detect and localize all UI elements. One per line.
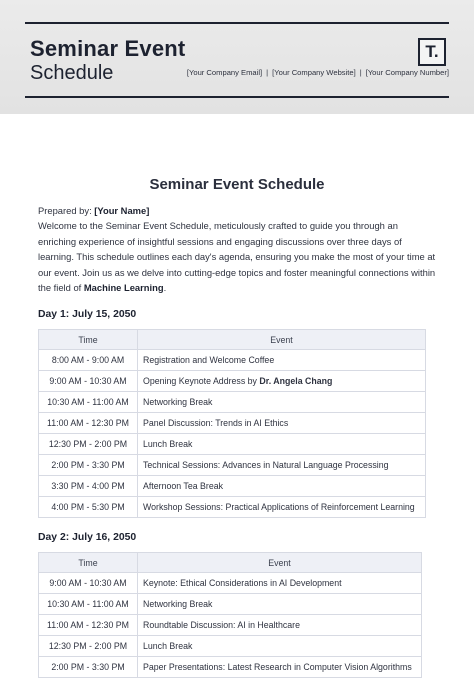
time-cell: 12:30 PM - 2:00 PM xyxy=(39,636,138,657)
header-title: Seminar Event xyxy=(30,36,186,61)
event-cell xyxy=(138,455,426,476)
prepared-by-line xyxy=(38,203,436,218)
event-text: Panel Discussion: Trends in AI Ethics xyxy=(143,418,289,429)
table-row xyxy=(39,594,422,615)
table-row xyxy=(39,657,422,678)
time-cell: 8:00 AM - 9:00 AM xyxy=(39,350,138,371)
table-row xyxy=(39,350,426,371)
table-row xyxy=(39,434,426,455)
day-1-heading: Day 1: July 15, 2050 xyxy=(38,309,137,321)
time-column-header: Time xyxy=(39,553,138,573)
header-top-rule xyxy=(25,22,449,24)
table-header-row xyxy=(39,330,426,350)
event-cell xyxy=(138,371,426,392)
event-cell xyxy=(138,594,422,615)
event-text: Keynote: Ethical Considerations in AI Development xyxy=(143,578,342,589)
time-cell: 9:00 AM - 10:30 AM xyxy=(39,573,138,594)
event-cell xyxy=(138,497,426,518)
header-subtitle: Schedule xyxy=(30,62,114,84)
table-row xyxy=(39,497,426,518)
event-text: Lunch Break xyxy=(143,641,193,652)
time-cell: 11:00 AM - 12:30 PM xyxy=(39,615,138,636)
table-row xyxy=(39,392,426,413)
event-cell xyxy=(138,413,426,434)
day-1-table-body xyxy=(39,350,426,518)
event-cell xyxy=(138,657,422,678)
intro-end: . xyxy=(163,282,167,294)
day-1-schedule-table xyxy=(38,329,426,518)
event-cell xyxy=(138,573,422,594)
intro-text: Welcome to the Seminar Event Schedule, meticulously crafted to guide you through an enriching experience of insightful sessions and engaging discussions over three days of learning. This schedule outlines each day's agenda, ensuring you make the most of your time at our event. Join us as we delve into cutting-edge topics and foster meaningful connections within the field of xyxy=(38,220,436,294)
table-row xyxy=(39,636,422,657)
table-row xyxy=(39,573,422,594)
time-cell: 3:30 PM - 4:00 PM xyxy=(39,476,138,497)
company-email: [Your Company Email] xyxy=(186,68,263,77)
company-contact-line xyxy=(187,68,449,77)
event-text: Networking Break xyxy=(143,397,213,408)
event-text: Lunch Break xyxy=(143,439,193,450)
event-cell xyxy=(138,350,426,371)
event-cell xyxy=(138,636,422,657)
prepared-by-label: Prepared by: xyxy=(38,205,92,216)
event-cell xyxy=(138,392,426,413)
document-body xyxy=(38,176,436,678)
event-text: Paper Presentations: Latest Research in Computer Vision Algorithms xyxy=(143,662,412,673)
event-text: Technical Sessions: Advances in Natural Language Processing xyxy=(143,460,389,471)
table-header-row xyxy=(39,553,422,573)
time-cell: 10:30 AM - 11:00 AM xyxy=(39,392,138,413)
event-text: Roundtable Discussion: AI in Healthcare xyxy=(143,620,300,631)
company-website: [Your Company Website] xyxy=(272,68,356,77)
event-text: Afternoon Tea Break xyxy=(143,481,224,492)
intro-field: Machine Learning xyxy=(83,282,164,294)
time-cell: 4:00 PM - 5:30 PM xyxy=(39,497,138,518)
event-text: Networking Break xyxy=(143,599,213,610)
contact-separator: | xyxy=(266,68,269,77)
table-row xyxy=(39,413,426,434)
time-cell: 2:00 PM - 3:30 PM xyxy=(39,455,138,476)
event-column-header: Event xyxy=(138,553,422,573)
time-cell: 12:30 PM - 2:00 PM xyxy=(39,434,138,455)
time-cell: 9:00 AM - 10:30 AM xyxy=(39,371,138,392)
day-2-schedule-table xyxy=(38,552,422,678)
table-row xyxy=(39,455,426,476)
event-text: Registration and Welcome Coffee xyxy=(143,355,275,366)
event-cell xyxy=(138,434,426,455)
event-text: Opening Keynote Address by xyxy=(143,376,260,387)
intro-paragraph xyxy=(38,218,436,295)
company-logo-icon: T. xyxy=(418,38,446,66)
header-bottom-rule xyxy=(25,96,449,98)
table-row xyxy=(39,476,426,497)
event-text: Workshop Sessions: Practical Applications of Reinforcement Learning xyxy=(143,502,415,513)
event-cell xyxy=(138,476,426,497)
speaker-name: Dr. Angela Chang xyxy=(259,376,333,387)
document-header xyxy=(0,0,474,114)
event-cell xyxy=(138,615,422,636)
time-cell: 2:00 PM - 3:30 PM xyxy=(39,657,138,678)
table-row xyxy=(39,615,422,636)
event-column-header: Event xyxy=(138,330,426,350)
intro-section xyxy=(38,203,436,295)
document-title: Seminar Event Schedule xyxy=(149,176,325,193)
time-cell: 11:00 AM - 12:30 PM xyxy=(39,413,138,434)
prepared-by-value: [Your Name] xyxy=(94,205,150,216)
table-row xyxy=(39,371,426,392)
time-cell: 10:30 AM - 11:00 AM xyxy=(39,594,138,615)
day-2-heading: Day 2: July 16, 2050 xyxy=(38,532,137,544)
contact-separator: | xyxy=(359,68,362,77)
company-number: [Your Company Number] xyxy=(365,68,449,77)
time-column-header: Time xyxy=(39,330,138,350)
day-2-table-body xyxy=(39,573,422,678)
